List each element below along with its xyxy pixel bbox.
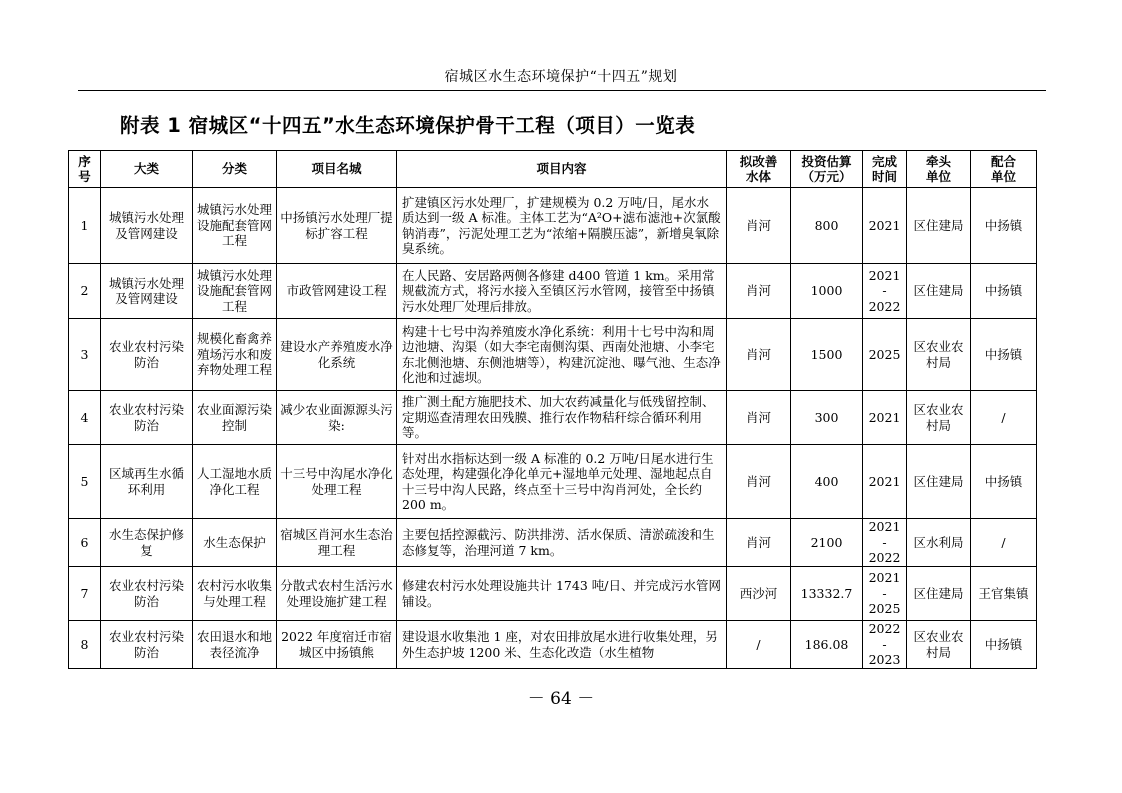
cell-time: 2021 - 2022 — [863, 264, 907, 319]
cell-time: 2021 - 2025 — [863, 567, 907, 621]
cell-water: 肖河 — [727, 519, 791, 567]
cell-partner: 中扬镇 — [971, 188, 1037, 264]
header-rule — [78, 90, 1046, 91]
running-header: 宿城区水生态环境保护“十四五”规划 — [444, 69, 678, 85]
cell-name: 市政管网建设工程 — [277, 264, 397, 319]
cell-partner: 中扬镇 — [971, 264, 1037, 319]
col-header-water: 拟改善 水体 — [727, 151, 791, 188]
cell-category: 农业农村污染防治 — [101, 621, 193, 669]
cell-lead: 区住建局 — [907, 188, 971, 264]
cell-subcategory: 水生态保护 — [193, 519, 277, 567]
cell-no: 5 — [69, 445, 101, 519]
cell-name: 十三号中沟尾水净化处理工程 — [277, 445, 397, 519]
cell-name: 减少农业面源源头污染: — [277, 391, 397, 445]
cell-investment: 1000 — [791, 264, 863, 319]
project-table — [68, 150, 1037, 669]
cell-partner: 中扬镇 — [971, 319, 1037, 391]
cell-no: 4 — [69, 391, 101, 445]
cell-name: 分散式农村生活污水处理设施扩建工程 — [277, 567, 397, 621]
col-header-time: 完成 时间 — [863, 151, 907, 188]
cell-lead: 区农业农村局 — [907, 391, 971, 445]
cell-lead: 区住建局 — [907, 567, 971, 621]
cell-partner: 王官集镇 — [971, 567, 1037, 621]
cell-lead: 区住建局 — [907, 264, 971, 319]
cell-content: 在人民路、安居路两侧各修建 d400 管道 1 km。采用常规截流方式，将污水接入至镇区污水管网，接管至中扬镇污水处理厂处理后排放。 — [397, 264, 727, 319]
cell-content: 修建农村污水处理设施共计 1743 吨/日、并完成污水管网铺设。 — [397, 567, 727, 621]
table-header-row — [69, 151, 1037, 188]
cell-no: 2 — [69, 264, 101, 319]
cell-partner: / — [971, 519, 1037, 567]
cell-partner: 中扬镇 — [971, 621, 1037, 669]
cell-lead: 区水利局 — [907, 519, 971, 567]
cell-no: 8 — [69, 621, 101, 669]
table-row — [69, 519, 1037, 567]
col-header-no: 序 号 — [69, 151, 101, 188]
col-header-investment: 投资估算 （万元） — [791, 151, 863, 188]
col-header-partner: 配合 单位 — [971, 151, 1037, 188]
cell-water: / — [727, 621, 791, 669]
cell-lead: 区住建局 — [907, 445, 971, 519]
table-row — [69, 188, 1037, 264]
cell-no: 6 — [69, 519, 101, 567]
table-row — [69, 264, 1037, 319]
cell-investment: 1500 — [791, 319, 863, 391]
cell-name: 宿城区肖河水生态治理工程 — [277, 519, 397, 567]
cell-water: 肖河 — [727, 445, 791, 519]
document-title: 附表 1 宿城区“十四五”水生态环境保护骨干工程（项目）一览表 — [120, 114, 696, 137]
page-number: － 64 － — [527, 689, 595, 709]
cell-content: 主要包括控源截污、防洪排涝、活水保质、清淤疏浚和生态修复等，治理河道 7 km。 — [397, 519, 727, 567]
cell-content: 推广测土配方施肥技术、加大农药减量化与低残留控制、定期巡查清理农田残膜、推行农作物秸秆综合循环利用等。 — [397, 391, 727, 445]
cell-subcategory: 城镇污水处理设施配套管网工程 — [193, 188, 277, 264]
cell-category: 区域再生水循环利用 — [101, 445, 193, 519]
cell-no: 7 — [69, 567, 101, 621]
cell-lead: 区农业农村局 — [907, 319, 971, 391]
cell-investment: 300 — [791, 391, 863, 445]
table-row — [69, 445, 1037, 519]
cell-investment: 13332.7 — [791, 567, 863, 621]
cell-category: 水生态保护修复 — [101, 519, 193, 567]
cell-water: 肖河 — [727, 319, 791, 391]
cell-name: 建设水产养殖废水净化系统 — [277, 319, 397, 391]
cell-investment: 800 — [791, 188, 863, 264]
cell-time: 2021 — [863, 188, 907, 264]
table-row — [69, 621, 1037, 669]
cell-content: 建设退水收集池 1 座，对农田排放尾水进行收集处理，另外生态护坡 1200 米、生态化改造（水生植物 — [397, 621, 727, 669]
cell-no: 3 — [69, 319, 101, 391]
cell-water: 肖河 — [727, 188, 791, 264]
cell-time: 2021 — [863, 445, 907, 519]
cell-content: 扩建镇区污水处理厂，扩建规模为 0.2 万吨/日，尾水水质达到一级 A 标准。主体工艺为“A²O+滤布滤池+次氯酸钠消毒”，污泥处理工艺为“浓缩+隔膜压滤”，新增臭氧除臭系统。 — [397, 188, 727, 264]
cell-category: 城镇污水处理及管网建设 — [101, 264, 193, 319]
table-row — [69, 391, 1037, 445]
cell-partner: / — [971, 391, 1037, 445]
cell-investment: 400 — [791, 445, 863, 519]
cell-subcategory: 规模化畜禽养殖场污水和废弃物处理工程 — [193, 319, 277, 391]
cell-subcategory: 人工湿地水质净化工程 — [193, 445, 277, 519]
cell-name: 中扬镇污水处理厂提标扩容工程 — [277, 188, 397, 264]
cell-investment: 2100 — [791, 519, 863, 567]
col-header-name: 项目名城 — [277, 151, 397, 188]
cell-content: 针对出水指标达到一级 A 标准的 0.2 万吨/日尾水进行生态处理，构建强化净化单元+湿地单元处理、湿地起点自十三号中沟人民路，终点至十三号中沟肖河处，全长约 200 m。 — [397, 445, 727, 519]
cell-content: 构建十七号中沟养殖废水净化系统：利用十七号中沟和周边池塘、沟渠（如大李宅南侧沟渠、西南处池塘、小李宅东北侧池塘、东侧池塘等），构建沉淀池、曝气池、生态净化池和过滤坝。 — [397, 319, 727, 391]
cell-water: 西沙河 — [727, 567, 791, 621]
cell-time: 2021 - 2022 — [863, 519, 907, 567]
cell-subcategory: 农村污水收集与处理工程 — [193, 567, 277, 621]
cell-investment: 186.08 — [791, 621, 863, 669]
cell-subcategory: 农业面源污染控制 — [193, 391, 277, 445]
cell-time: 2022 - 2023 — [863, 621, 907, 669]
col-header-content: 项目内容 — [397, 151, 727, 188]
cell-water: 肖河 — [727, 391, 791, 445]
col-header-category: 大类 — [101, 151, 193, 188]
cell-subcategory: 农田退水和地表径流净 — [193, 621, 277, 669]
cell-category: 农业农村污染防治 — [101, 319, 193, 391]
cell-time: 2025 — [863, 319, 907, 391]
cell-category: 农业农村污染防治 — [101, 391, 193, 445]
cell-category: 农业农村污染防治 — [101, 567, 193, 621]
col-header-subcategory: 分类 — [193, 151, 277, 188]
cell-name: 2022 年度宿迁市宿城区中扬镇熊 — [277, 621, 397, 669]
cell-no: 1 — [69, 188, 101, 264]
cell-category: 城镇污水处理及管网建设 — [101, 188, 193, 264]
table-row — [69, 567, 1037, 621]
col-header-lead: 牵头 单位 — [907, 151, 971, 188]
cell-partner: 中扬镇 — [971, 445, 1037, 519]
cell-time: 2021 — [863, 391, 907, 445]
table-row — [69, 319, 1037, 391]
cell-lead: 区农业农村局 — [907, 621, 971, 669]
cell-subcategory: 城镇污水处理设施配套管网工程 — [193, 264, 277, 319]
cell-water: 肖河 — [727, 264, 791, 319]
